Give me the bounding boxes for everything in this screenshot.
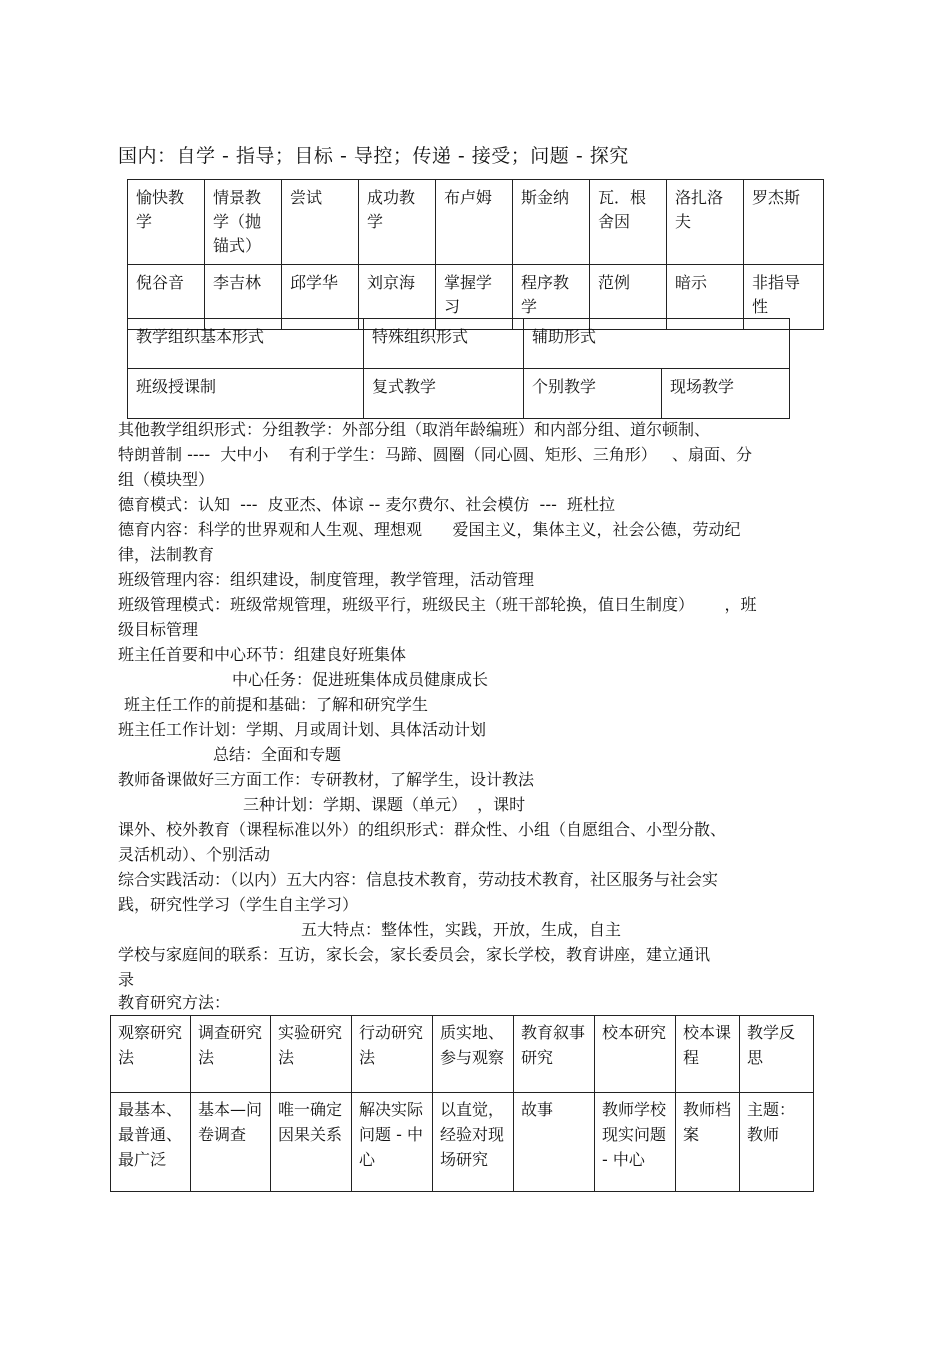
table-cell: 教师档案 bbox=[676, 1093, 740, 1192]
table-cell: 布卢姆 bbox=[436, 180, 513, 265]
table-cell: 李吉林 bbox=[205, 265, 282, 330]
text-line: 五大特点：整体性，实践，开放，生成，自主 bbox=[301, 920, 622, 939]
table-header-cell: 质实地、参与观察 bbox=[433, 1016, 514, 1093]
table-cell: 非指导性 bbox=[744, 265, 824, 330]
table-cell: 唯一确定因果关系 bbox=[271, 1093, 352, 1192]
text-line: 班主任工作计划：学期、月或周计划、具体活动计划 bbox=[118, 720, 487, 739]
table-cell: 主题：教师 bbox=[740, 1093, 814, 1192]
text-line: 灵活机动）、个别活动 bbox=[118, 845, 271, 864]
text-line: 德育内容：科学的世界观和人生观、理想观 爱国主义，集体主义，社会公德，劳动纪 bbox=[118, 520, 741, 539]
table-header-cell: 校本研究 bbox=[595, 1016, 676, 1093]
text-line: 其他教学组织形式：分组教学：外部分组（取消年龄编班）和内部分组、道尔顿制、 bbox=[118, 420, 711, 439]
teaching-methods-table bbox=[127, 179, 824, 330]
text-line: 三种计划：学期、课题（单元） ，课时 bbox=[243, 795, 526, 814]
table-cell: 愉快教学 bbox=[128, 180, 205, 265]
table-header-cell: 教育叙事研究 bbox=[514, 1016, 595, 1093]
table-row bbox=[111, 1093, 814, 1192]
text-line: 班级管理模式：班级常规管理，班级平行，班级民主（班干部轮换，值日生制度） ，班 bbox=[118, 595, 757, 614]
table-header-cell: 观察研究法 bbox=[111, 1016, 191, 1093]
text-line: 综合实践活动：（以内）五大内容：信息技术教育，劳动技术教育，社区服务与社会实 bbox=[118, 870, 719, 889]
table-cell: 故事 bbox=[514, 1093, 595, 1192]
text-line: 律，法制教育 bbox=[118, 545, 215, 564]
table-cell: 教师学校现实问题 - 中心 bbox=[595, 1093, 676, 1192]
table-cell: 成功教学 bbox=[359, 180, 436, 265]
text-line: 德育模式：认知 --- 皮亚杰、体谅 -- 麦尔费尔、社会模仿 --- 班杜拉 bbox=[118, 495, 616, 514]
table-cell: 班级授课制 bbox=[128, 369, 364, 419]
text-line: 班主任工作的前提和基础：了解和研究学生 bbox=[124, 695, 429, 714]
table-cell: 最基本、最普通、最广泛 bbox=[111, 1093, 191, 1192]
table-cell: 尝试 bbox=[282, 180, 359, 265]
table-row bbox=[111, 1016, 814, 1093]
text-line: 组（模块型） bbox=[118, 470, 215, 489]
table-cell: 现场教学 bbox=[662, 369, 790, 419]
table-header-cell: 特殊组织形式 bbox=[364, 319, 524, 369]
text-line: 录 bbox=[118, 970, 135, 989]
table-header-cell: 行动研究法 bbox=[352, 1016, 433, 1093]
table-cell: 刘京海 bbox=[359, 265, 436, 330]
table-cell: 瓦．根舍因 bbox=[590, 180, 667, 265]
table-cell: 复式教学 bbox=[364, 369, 524, 419]
organization-forms-table bbox=[127, 318, 790, 419]
table-cell: 情景教学（抛锚式） bbox=[205, 180, 282, 265]
table-header-cell: 校本课程 bbox=[676, 1016, 740, 1093]
text-line: 总结：全面和专题 bbox=[213, 745, 342, 764]
table-header-cell: 调查研究法 bbox=[191, 1016, 271, 1093]
table-cell: 解决实际问题 - 中心 bbox=[352, 1093, 433, 1192]
research-methods-table bbox=[110, 1015, 814, 1192]
table-cell: 邱学华 bbox=[282, 265, 359, 330]
text-line: 课外、校外教育（课程标准以外）的组织形式：群众性、小组（自愿组合、小型分散、 bbox=[118, 820, 727, 839]
text-line: 教师备课做好三方面工作：专研教材，了解学生，设计教法 bbox=[118, 770, 535, 789]
table-cell: 倪谷音 bbox=[128, 265, 205, 330]
text-line: 特朗普制 ---- 大中小 有利于学生：马蹄、圆圈（同心圆、矩形、三角形） 、扇面、分 bbox=[118, 445, 752, 464]
table-cell: 罗杰斯 bbox=[744, 180, 824, 265]
text-line: 班主任首要和中心环节：组建良好班集体 bbox=[118, 645, 407, 664]
table-row bbox=[128, 369, 790, 419]
table-header-cell: 实验研究法 bbox=[271, 1016, 352, 1093]
table-cell: 个别教学 bbox=[524, 369, 662, 419]
text-line: 践，研究性学习（学生自主学习） bbox=[118, 895, 359, 914]
text-line: 班级管理内容：组织建设，制度管理，教学管理，活动管理 bbox=[118, 570, 535, 589]
table-cell: 以直觉，经验对现场研究 bbox=[433, 1093, 514, 1192]
table-row bbox=[128, 319, 790, 369]
text-line: 中心任务：促进班集体成员健康成长 bbox=[232, 670, 489, 689]
table-cell: 范例 bbox=[590, 265, 667, 330]
table-row bbox=[128, 180, 824, 265]
text-line: 教育研究方法： bbox=[118, 993, 231, 1012]
table-cell: 洛扎洛夫 bbox=[667, 180, 744, 265]
text-line: 学校与家庭间的联系：互访，家长会，家长委员会，家长学校，教育讲座，建立通讯 bbox=[118, 945, 711, 964]
table-cell: 程序教学 bbox=[513, 265, 590, 330]
table-cell: 暗示 bbox=[667, 265, 744, 330]
text-line: 级目标管理 bbox=[118, 620, 199, 639]
table-header-cell: 辅助形式 bbox=[524, 319, 790, 369]
table-cell: 斯金纳 bbox=[513, 180, 590, 265]
table-cell: 掌握学习 bbox=[436, 265, 513, 330]
table-header-cell: 教学反思 bbox=[740, 1016, 814, 1093]
page-heading: 国内：自学 - 指导；目标 - 导控；传递 - 接受；问题 - 探究 bbox=[118, 145, 629, 167]
table-header-cell: 教学组织基本形式 bbox=[128, 319, 364, 369]
table-cell: 基本—问卷调查 bbox=[191, 1093, 271, 1192]
